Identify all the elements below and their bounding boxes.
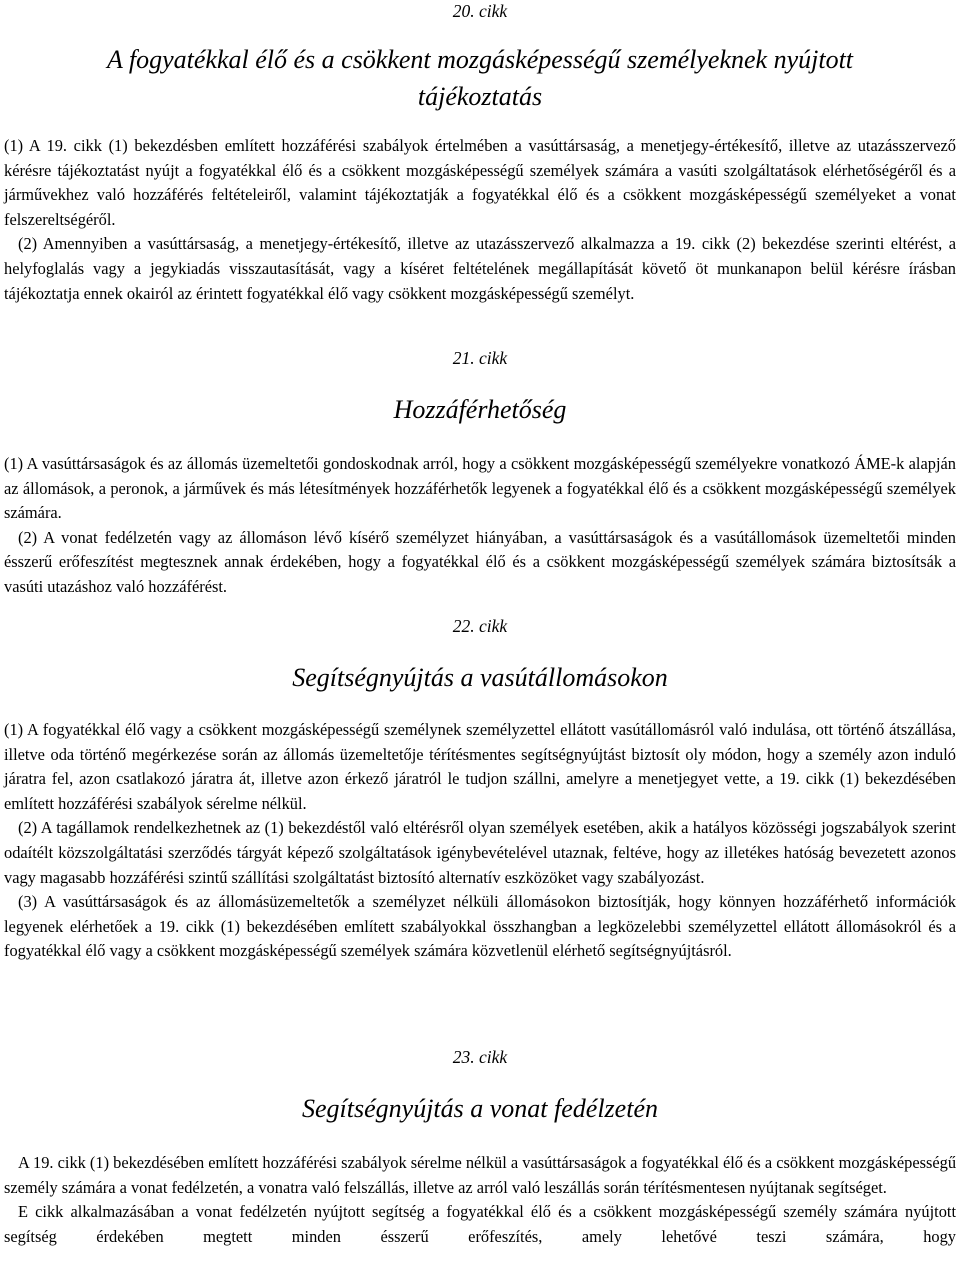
article-title: Hozzáférhetőség (393, 395, 567, 424)
paragraph: (2) A vonat fedélzetén vagy az állomáson lévő kísérő személyzet hiányában, a vasúttársaságok és a vasútállomások üzemeltetői minden ésszerű erőfeszítést megtesznek annak érdekében, hogy a fogyatékkal élő és a csökkent mozgásképességű személyek számára biztosítsák a vasúti utazáshoz való hozzáférést. (4, 527, 956, 596)
paragraph: (2) Amennyiben a vasúttársaság, a menetjegy-értékesítő, illetve az utazásszervező alkalmazza a 19. cikk (2) bekezdése szerinti eltérést, a helyfoglalás vagy a jegykiadás visszautasítását, vagy a kíséret feltételének megállapítását követő öt munkanapon belül kérésre írásban tájékoztatja ennek okairól az érintett fogyatékkal élő vagy csökkent mozgásképességű személyt. (4, 234, 956, 303)
paragraph: (1) A vasúttársaságok és az állomás üzemeltetői gondoskodnak arról, hogy a csökkent mozgásképességű személyekre vonatkozó ÁME-k alapján az állomások, a peronok, a járművek és más létesítmények hozzáférhetők legyenek a fogyatékkal élő és a csökkent mozgásképességű személyek számára. (4, 454, 956, 523)
article-23-body (4, 1151, 956, 1249)
article-number: 21. cikk (452, 348, 508, 368)
article-title-line: A fogyatékkal élő és a csökkent mozgásképességű személyeknek nyújtott (106, 45, 854, 74)
paragraph: A 19. cikk (1) bekezdésében említett hozzáférési szabályok sérelme nélkül a vasúttársaságok a fogyatékkal élő és a csökkent mozgásképességű személy számára a vonat fedélzetén, a vonatra való felszállás, illetve az arról való leszállás során térítésmentesen nyújtanak segítséget. (4, 1153, 957, 1197)
article-21-body (4, 452, 956, 600)
paragraph: (1) A fogyatékkal élő vagy a csökkent mozgásképességű személynek személyzettel ellátott vasútállomásról való indulása, ott történő átszállása, illetve oda történő megérkezése során az állomás üzemeltetője térítésmentes segítségnyújtást biztosít oly módon, hogy a személy azon induló járatra fel, azon csatlakozó járatra át, illetve azon érkező járatról le tudjon szállni, amelyre a menetjegyet vette, a 19. cikk (1) bekezdésében említett hozzáférési szabályok sérelme nélkül. (4, 720, 956, 813)
article-20 (4, 0, 956, 115)
article-number: 23. cikk (452, 1047, 508, 1067)
article-22-body (4, 718, 956, 964)
paragraph: (1) A 19. cikk (1) bekezdésben említett hozzáférési szabályok értelmében a vasúttársaság, a menetjegy-értékesítő, illetve az utazásszervező kérésre tájékoztatást nyújt a fogyatékkal élő és a csökkent mozgásképességű személyek számára a vasúti szolgáltatások elérhetőségéről és a járművekhez való hozzáférés feltételeiről, valamint tájékoztatják a fogyatékkal élő és a csökkent mozgásképességű személyeket a vonat felszereltségéről. (4, 136, 956, 229)
article-title: Segítségnyújtás a vasútállomásokon (292, 663, 668, 692)
article-21 (4, 347, 956, 428)
article-title: Segítségnyújtás a vonat fedélzetén (302, 1094, 658, 1123)
article-22 (4, 615, 956, 696)
article-number: 20. cikk (452, 1, 508, 21)
paragraph: (2) A tagállamok rendelkezhetnek az (1) bekezdéstől való eltérésről olyan személyek esetében, akik a hatályos közösségi jogszabályok szerint odaítélt közszolgáltatási szerződés tárgyát képező szolgáltatások igénybevételével utaznak, feltéve, hogy az illetékes hatóság bevezetett azonos vagy magasabb hozzáférési szintű szállítási szolgáltatást biztosító alternatív eszközöket vagy szabályozást. (4, 818, 956, 887)
paragraph: (3) A vasúttársaságok és az állomásüzemeltetők a személyzet nélküli állomásokon biztosítják, hogy könnyen hozzáférhető információk legyenek elérhetőek a 19. cikk (1) bekezdésében említett szabályokkal összhangban a legközelebbi személyzettel ellátott állomásokról és a fogyatékkal élő vagy a csökkent mozgásképességű személyek számára közvetlenül elérhető segítségnyújtásról. (4, 892, 956, 961)
article-title-line: tájékoztatás (417, 82, 543, 111)
article-title (4, 41, 956, 115)
paragraph: E cikk alkalmazásában a vonat fedélzetén nyújtott segítség a fogyatékkal élő és a csökkent mozgásképességű személy számára nyújtott segítség érdekében megtett minden ésszerű erőfeszítés, amely lehetővé teszi számára, hogy (4, 1202, 956, 1246)
article-20-body (4, 134, 956, 306)
article-number: 22. cikk (452, 616, 508, 636)
article-23 (4, 1046, 956, 1127)
